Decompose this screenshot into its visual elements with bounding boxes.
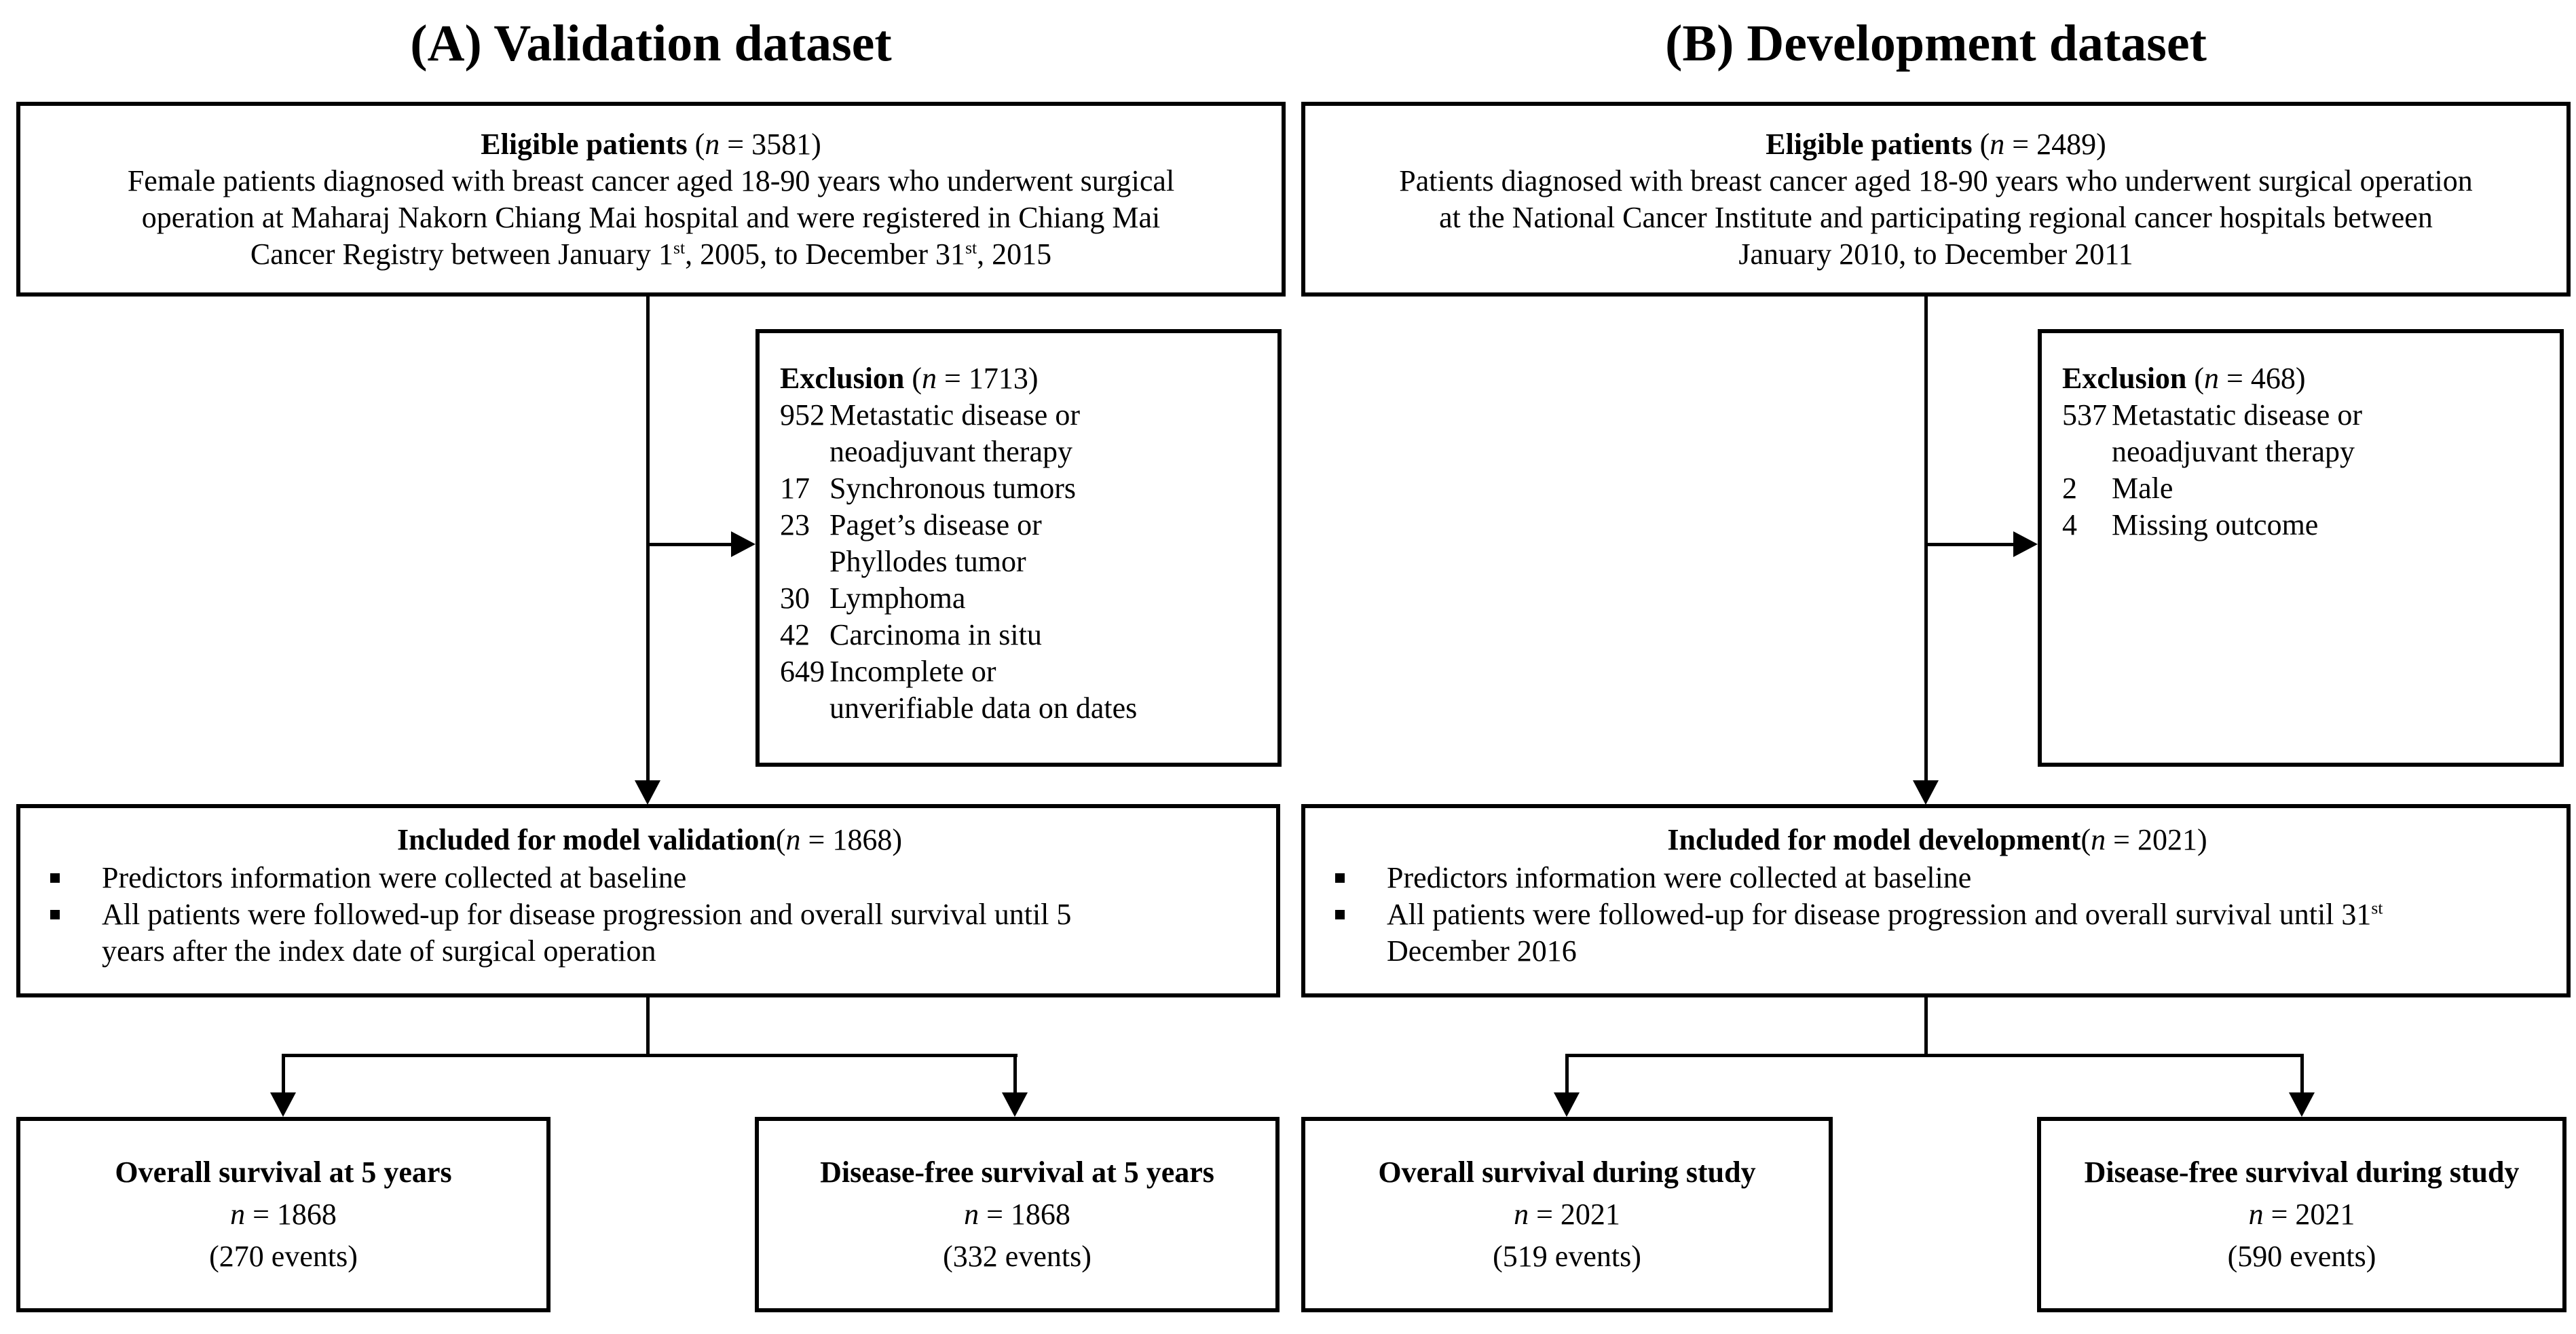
flow-line-vertical [282,1056,285,1092]
bullet-item: Predictors information were collected at baseline [50,860,1249,896]
flow-line-vertical [2300,1056,2304,1092]
exclusion-row: 2 Male [2062,472,2173,505]
included-b-heading: Included for model development(n = 2021) [1667,823,2207,856]
outcome-box-os-b [1301,1117,1833,1312]
exclusion-row: 17 Synchronous tumors [780,472,1076,505]
exclusion-b-heading: Exclusion (n = 468) [2062,362,2306,395]
outcome-box-dfs-a [755,1117,1280,1312]
bullet-item: All patients were followed-up for disease progression and overall survival until 5 years after the index date of surgical operation [50,896,1249,970]
flow-line-vertical [1924,997,1928,1056]
n-count: (n = 2021) [2080,823,2207,856]
outcome-box-os-a [16,1117,550,1312]
eligible-a-body: Female patients diagnosed with breast cancer aged 18-90 years who underwent surgical operation at Maharaj Nakorn Chiang Mai hospital and were registered in Chiang Mai Cancer Registry between January 1st, 2005, to December 31st, 2015 [127,164,1175,271]
arrow-down-icon [1913,780,1939,805]
flow-line-split [282,1054,1018,1057]
flow-line-vertical [646,997,650,1056]
n-count: (n = 468) [2186,362,2306,395]
included-box-b [1301,804,2571,997]
eligible-b-body: Patients diagnosed with breast cancer aged 18-90 years who underwent surgical operation at the National Cancer Institute and participating regional cancer hospitals between January 2010, to December 2011 [1399,164,2473,271]
exclusion-row: 42 Carcinoma in situ [780,618,1042,651]
flow-line-vertical [1013,1056,1017,1092]
included-box-a [16,804,1280,997]
arrow-right-icon [2013,531,2038,557]
eligible-a-heading: Eligible patients (n = 3581) [481,127,821,161]
outcome-n: n = 1868 [964,1198,1070,1231]
outcome-n: n = 2021 [2248,1198,2355,1231]
superscript-st: st [673,237,686,257]
flow-line-vertical [1924,297,1928,780]
outcome-events: (590 events) [2227,1240,2376,1273]
flow-line-vertical [646,297,650,780]
n-count: (n = 2489) [1972,127,2106,161]
arrow-down-icon [270,1092,296,1117]
arrow-down-icon [635,780,660,805]
outcome-title: Disease-free survival during study [2084,1156,2520,1189]
superscript-st: st [2371,898,2383,918]
arrow-down-icon [1002,1092,1028,1117]
square-bullet-icon [50,873,60,883]
exclusion-row: 649 Incomplete or unverifiable data on dates [780,655,1138,725]
arrow-right-icon [731,531,755,557]
n-count: (n = 1713) [904,362,1039,395]
flow-line-horizontal [648,543,731,546]
square-bullet-icon [1335,910,1345,919]
flow-line-horizontal [1926,543,2013,546]
bullet-item: Predictors information were collected at baseline [1335,860,2539,896]
outcome-events: (332 events) [943,1240,1091,1273]
exclusion-row: 537 Metastatic disease or neoadjuvant therapy [2062,398,2362,468]
bullet-item: All patients were followed-up for disease progression and overall survival until 31st December 2016 [1335,896,2539,970]
panel-a-title: (A) Validation dataset [410,15,892,72]
superscript-st: st [965,237,977,257]
eligible-box-b [1301,102,2571,297]
square-bullet-icon [50,910,60,919]
exclusion-row: 952 Metastatic disease or neoadjuvant therapy [780,398,1080,468]
n-count: (n = 3581) [687,127,821,161]
eligible-b-heading: Eligible patients (n = 2489) [1766,127,2106,161]
exclusion-box-a [755,329,1282,767]
outcome-title: Disease-free survival at 5 years [820,1156,1214,1189]
outcome-n: n = 2021 [1514,1198,1620,1231]
exclusion-box-b [2038,329,2564,767]
flow-line-vertical [1565,1056,1569,1092]
outcome-events: (270 events) [209,1240,358,1273]
panel-b-title: (B) Development dataset [1665,15,2207,72]
outcome-n: n = 1868 [230,1198,337,1231]
included-a-heading: Included for model validation(n = 1868) [397,823,902,856]
arrow-down-icon [1554,1092,1580,1117]
eligible-box-a [16,102,1286,297]
outcome-title: Overall survival during study [1378,1156,1756,1189]
outcome-title: Overall survival at 5 years [115,1156,452,1189]
exclusion-row: 30 Lymphoma [780,582,966,615]
exclusion-row: 4 Missing outcome [2062,508,2319,541]
arrow-down-icon [2289,1092,2315,1117]
square-bullet-icon [1335,873,1345,883]
n-count: (n = 1868) [775,823,902,856]
outcome-box-dfs-b [2037,1117,2566,1312]
flow-line-split [1565,1054,2304,1057]
outcome-events: (519 events) [1493,1240,1641,1273]
exclusion-a-heading: Exclusion (n = 1713) [780,362,1039,395]
exclusion-row: 23 Paget’s disease or Phyllodes tumor [780,508,1042,578]
